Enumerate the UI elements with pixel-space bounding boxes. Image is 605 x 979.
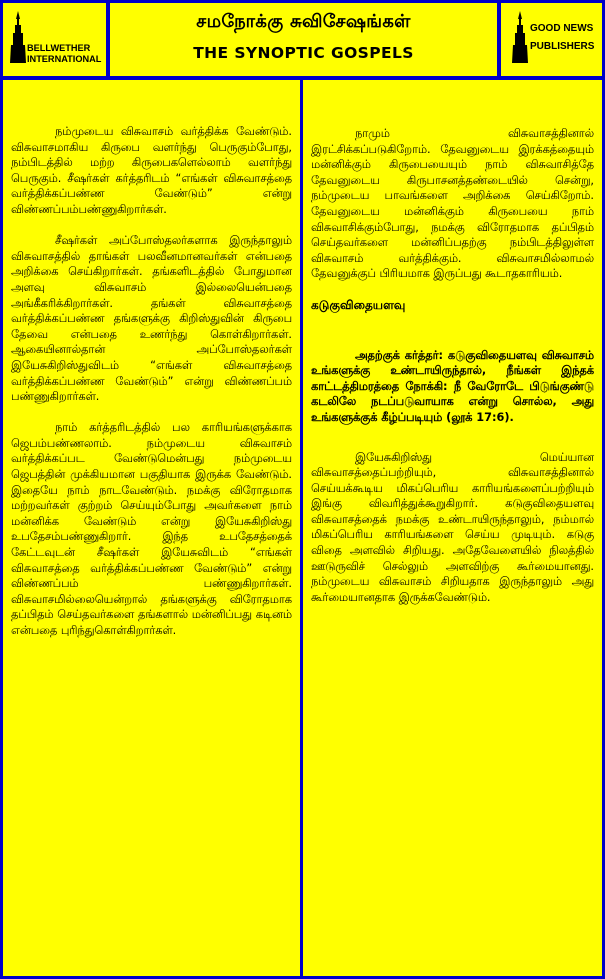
- title-english: THE SYNOPTIC GOSPELS: [193, 44, 414, 62]
- bellwether-logo: [3, 3, 106, 76]
- right-logo-line1: GOOD NEWS: [530, 23, 594, 34]
- left-logo-line1: BELLWETHER: [27, 43, 91, 53]
- left-paragraph-1: நம்முடைய விசுவாசம் வர்த்திக்க வேண்டும். விசுவாசமாகிய கிருபை வளர்ந்து பெருகும்போது, நம்பிடத்தில் மற்ற கிருபைகளெல்லாம் வளர்ந்து பெருகும். சீஷர்கள் கர்த்தரிடம் “எங்கள் விசுவாசத்தை வர்த்திக்கப்பண்ண வேண்டும்” என்று விண்ணப்பம்பண்ணுகிறார்கள்.: [11, 125, 292, 216]
- title-tamil: சமநோக்கு சுவிசேஷங்கள்: [196, 11, 411, 32]
- good-news-logo: [501, 3, 602, 76]
- section-subheading: கடுகுவிதையளவு: [311, 297, 406, 312]
- scripture-verse: அதற்குக் கர்த்தர்: கடுகுவிதையளவு விசுவாசம் உங்களுக்கு உண்டாயிருந்தால், நீங்கள் இந்தக் காட்டத்திமரத்தை நோக்கி: நீ வேரோடே பிடுங்குண்டு கடலிலே நடப்படுவாயாக என்று சொல்ல, அது உங்களுக்குக் கீழ்ப்படியும் (லூக் 17:6).: [311, 348, 594, 424]
- left-column: [3, 80, 300, 976]
- right-logo-line2: PUBLISHERS: [530, 41, 595, 52]
- tower-icon: [9, 11, 27, 63]
- right-paragraph-2: இயேசுகிறிஸ்து மெய்யான விசுவாசத்தைப்பற்றியும், விசுவாசத்தினால் செய்யக்கூடிய மிகப்பெரிய காரியங்களைப்பற்றியும் இங்கு விவரித்துக்கூறுகிறார். கடுகுவிதையளவு விசுவாசத்தைக் நமக்கு உண்டாயிருந்தாலும், நம்மால் மிகப்பெரிய காரியங்களை செய்ய முடியும். கடுகு விதை அளவில் சிறியது. அதேவேளையில் நிலத்தில் ஊடுருவிச் செல்லும் அளவிற்கு கூர்மையானது. நம்முடைய விசுவாசம் சிறியதாக இருந்தாலும் அது கூர்மையானதாக இருக்கவேண்டும்.: [311, 450, 594, 604]
- right-column: [303, 80, 602, 976]
- tower-icon: [511, 11, 529, 63]
- left-paragraph-3: நாம் கர்த்தரிடத்தில் பல காரியங்களுக்காக ஜெபம்பண்ணலாம். நம்முடைய விசுவாசம் வர்த்திக்கப்பட வேண்டுமென்பது நம்முடைய ஜெபத்தின் முக்கியமான பகுதியாக இருக்க வேண்டும். இதையே நாம் நாடவேண்டும். நமக்கு விரோதமாக மற்றவர்கள் குற்றம் செய்யும்போது அவர்களை நாம் மன்னிக்க வேண்டும் என்று இயேசுகிறிஸ்து உபதேசம்பண்ணுகிறார். இந்த உபதேசத்தைக் கேட்டவுடன் சீஷர்கள் இயேசுவிடம் “எங்கள் விசுவாசத்தை வர்த்திக்கப்பண்ண வேண்டும்” என்று விண்ணப்பம் பண்ணுகிறார்கள். விசுவாசமில்லையென்றால் தங்களுக்கு விரோதமாக தப்பிதம் செய்தவர்களை தங்களால் மன்னிப்பது கடினம் என்பதை புரிந்துகொள்கிறார்கள்.: [11, 421, 292, 637]
- left-paragraph-2: சீஷர்கள் அப்போஸ்தலர்களாக இருந்தாலும் விசுவாசத்தில் தாங்கள் பலவீனமானவர்கள் என்பதை அறிக்கை செய்கிறார்கள். தங்களிடத்தில் போதுமான அளவு விசுவாசம் இல்லையென்பதை அங்கீகரிக்கிறார்கள். தங்கள் விசுவாசத்தை வர்த்திக்கப்பண்ண தங்களுக்கு கிறிஸ்துவின் கிருபை தேவை என்பதை உணர்ந்து கொள்கிறார்கள். ஆகையினால்தான் அப்போஸ்தலர்கள் இயேசுகிறிஸ்துவிடம் “எங்கள் விசுவாசத்தை வர்த்திக்கப்பண்ண வேண்டும்” என்று விண்ணப்பம் பண்ணுகிறார்கள்.: [11, 234, 292, 404]
- header-title: [110, 3, 497, 76]
- left-logo-line2: INTERNATIONAL: [27, 54, 102, 64]
- right-paragraph-1: நாமும் விசுவாசத்தினால் இரட்சிக்கப்படுகிறோம். தேவனுடைய இரக்கத்தையும் மன்னிக்கும் கிருபையையும் நாம் விசுவாசித்தே தேவனுடைய கிருபாசனத்தண்டையில் சென்று, நம்முடைய பாவங்களை அறிக்கை செய்கிறோம். தேவனுடைய மன்னிக்கும் கிருபையை நாம் விசுவாசிக்கும்போது, நமக்கு விரோதமாக தப்பிதம் செய்தவர்களை மன்னிப்பதற்கு நம்பிடத்திலுள்ள விசுவாசம் வர்த்திக்கும். விசுவாசமில்லாமல் தேவனுக்குப் பிரியமாக இருப்பது கூடாதகாரியம்.: [311, 127, 594, 281]
